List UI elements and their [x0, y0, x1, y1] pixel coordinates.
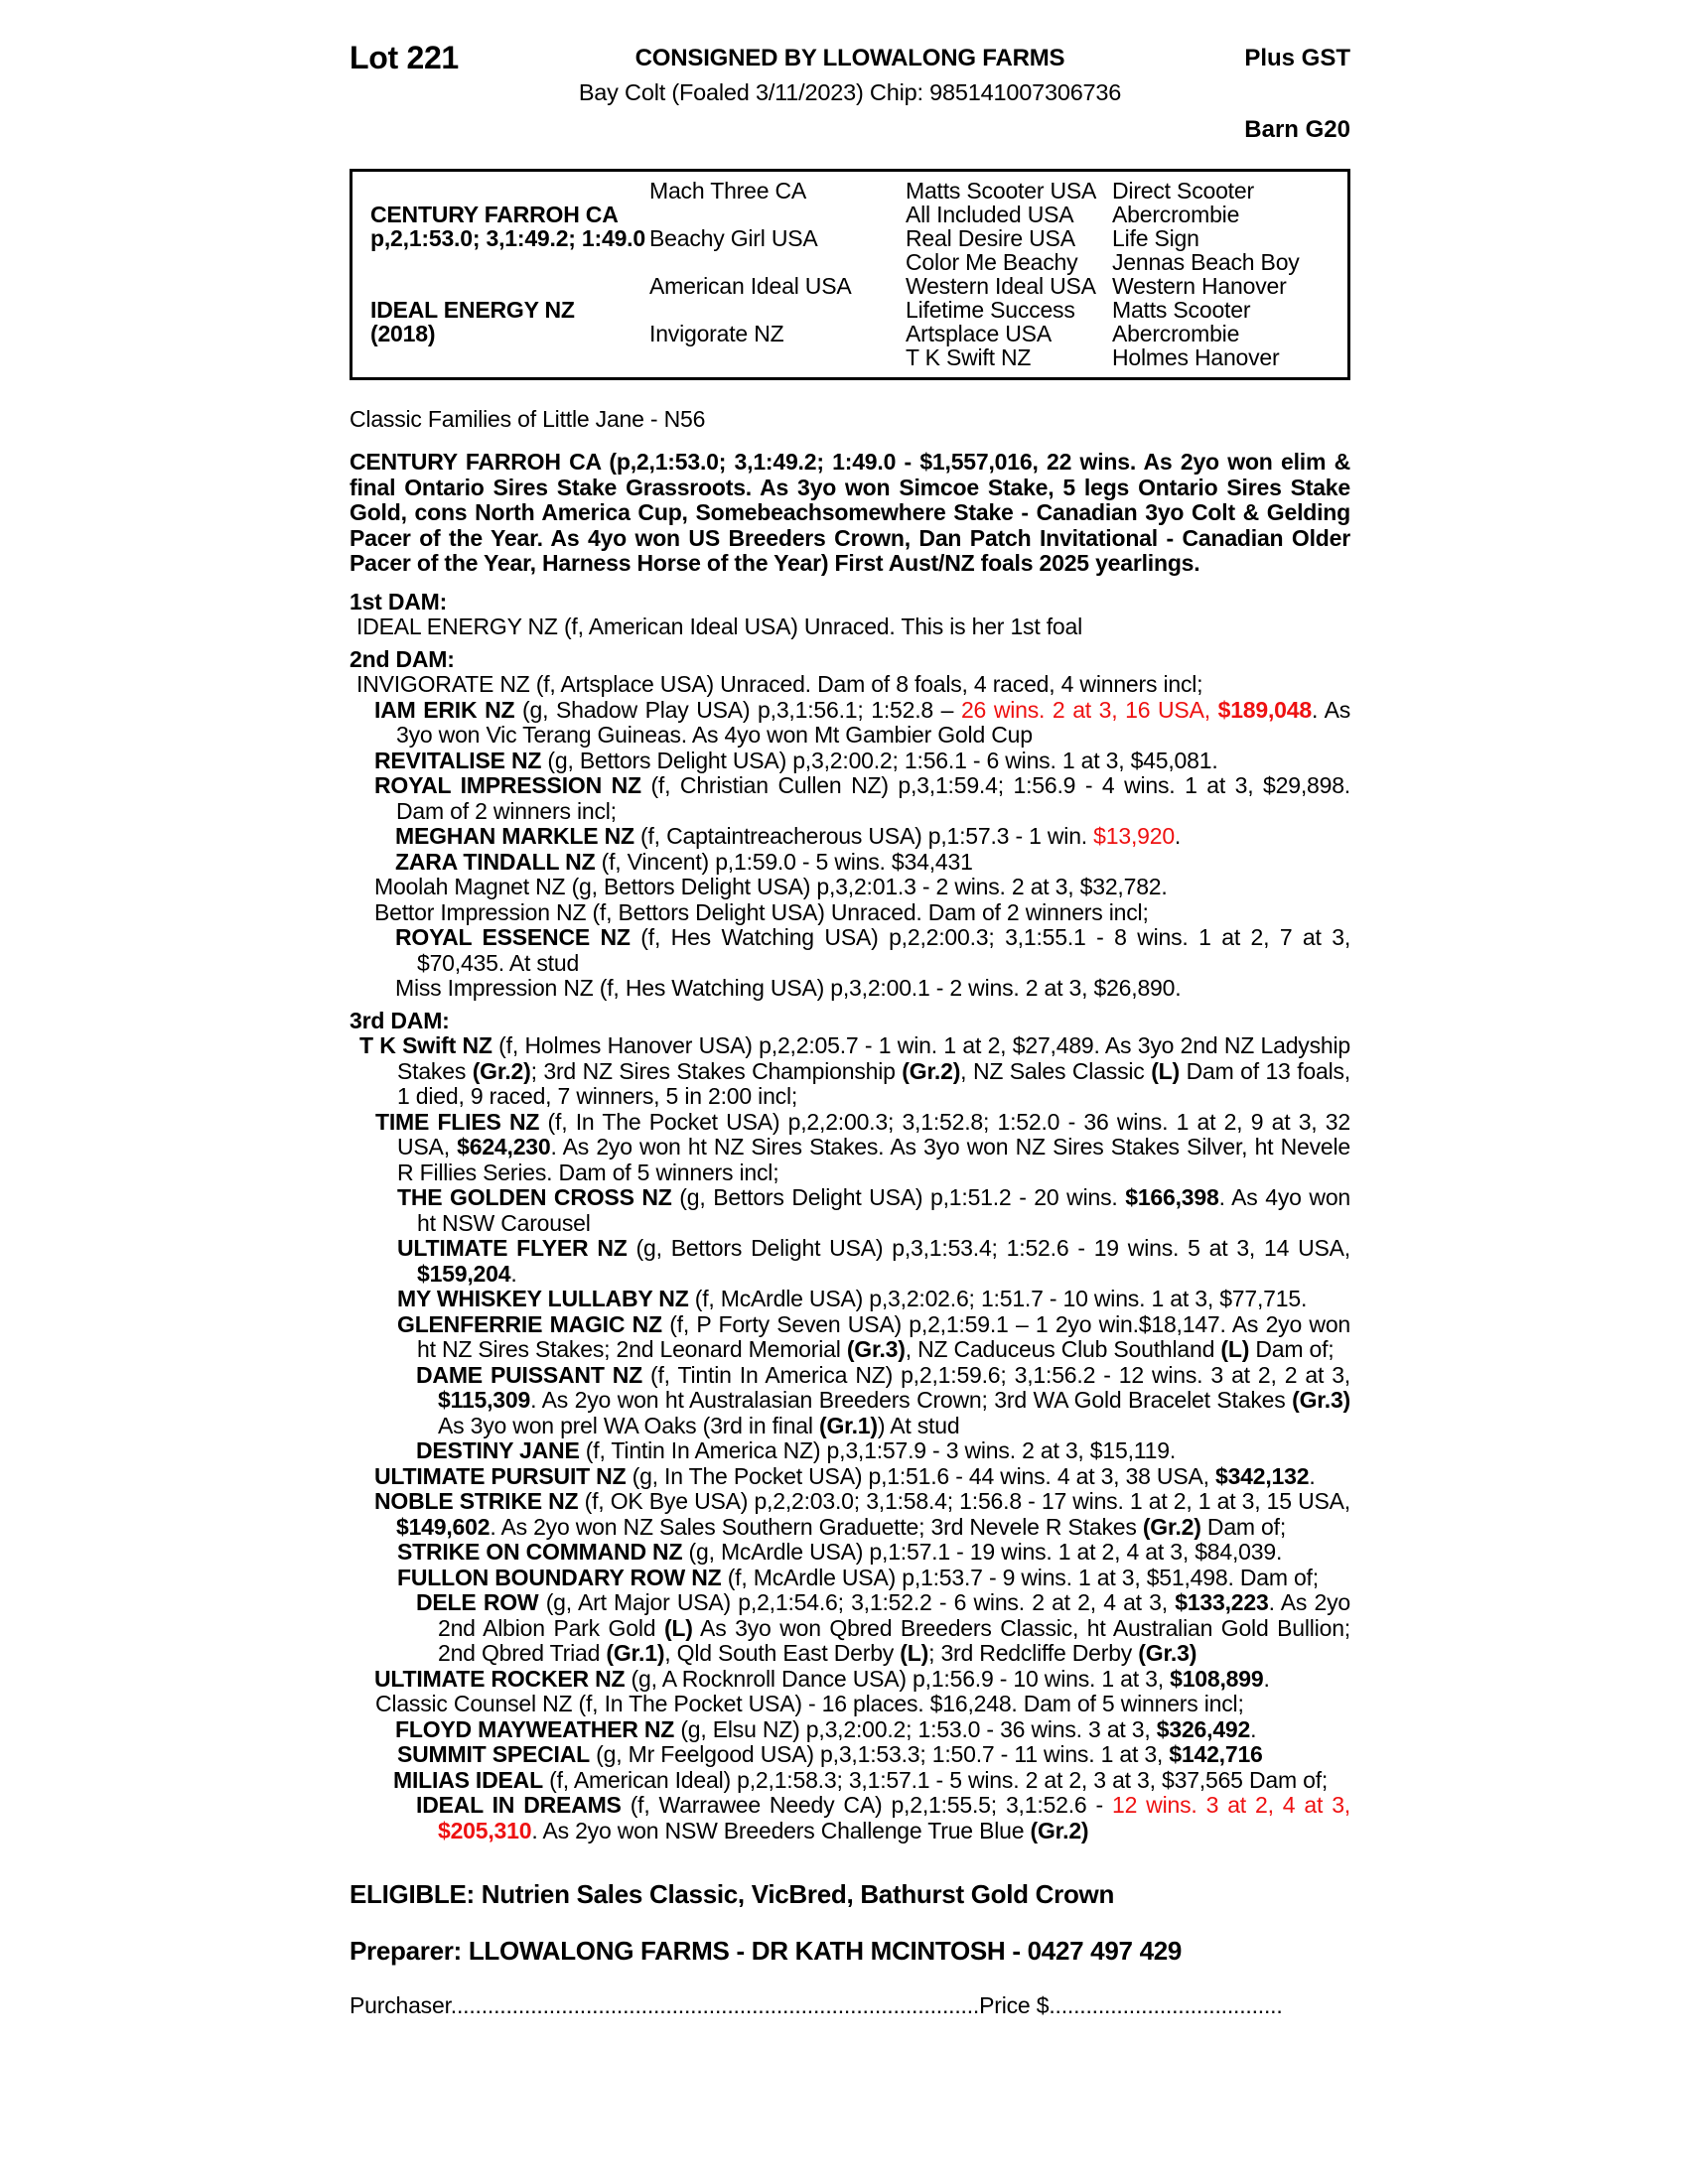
entry-segment: ULTIMATE PURSUIT NZ [374, 1462, 627, 1489]
entry-segment: (g, Mr Feelgood USA) p,3,1:53.3; 1:50.7 - 11 wins. 1 at 3, [589, 1741, 1170, 1767]
entry-segment: ULTIMATE ROCKER NZ [374, 1665, 626, 1692]
table-cell: CENTURY FARROH CA [370, 201, 619, 227]
entry-segment: $342,132 [1215, 1462, 1310, 1489]
entry-segment: (f, Tintin In America NZ) p,2,1:59.6; 3,1:56.2 - 12 wins. 3 at 2, 2 at 3, [641, 1361, 1350, 1388]
entry-segment: , Qld South East Derby [664, 1640, 901, 1666]
pedigree-entry [350, 824, 1350, 850]
entry-segment: IDEAL IN DREAMS [416, 1792, 622, 1818]
entry-segment: . As 4yo won ht NSW Carousel [417, 1184, 1351, 1236]
entry-segment: (L) [1151, 1057, 1180, 1084]
entry-segment: . [1174, 823, 1182, 849]
entry-segment: (Gr.3) [1292, 1387, 1350, 1413]
pedigree-entry [350, 773, 1350, 824]
entry-segment: (g, In The Pocket USA) p,1:51.6 - 44 wins. 4 at 3, 38 USA, [626, 1462, 1215, 1489]
eligible-line: ELIGIBLE: Nutrien Sales Classic, VicBred, Bathurst Gold Crown [350, 1879, 1115, 1909]
entry-segment: Moolah Magnet NZ (g, Bettors Delight USA) p,3,2:01.3 - 2 wins. 2 at 3, $32,782. [374, 874, 1168, 899]
entry-segment: ; 3rd NZ Sires Stakes Championship [530, 1057, 903, 1084]
entry-segment: . As 2yo won ht Australasian Breeders Crown; 3rd WA Gold Bracelet Stakes [530, 1387, 1293, 1413]
pedigree-entry [350, 1287, 1350, 1312]
entry-segment: (g, Shadow Play USA) p,3,1:56.1; 1:52.8 – [514, 696, 961, 723]
entry-segment: IDEAL ENERGY NZ (f, American Ideal USA) Unraced. This is her 1st foal [356, 614, 1082, 639]
entry-segment: T K Swift NZ [359, 1032, 492, 1058]
entry-segment: DESTINY JANE [416, 1437, 580, 1463]
entry-segment: SUMMIT SPECIAL [397, 1741, 590, 1767]
pedigree-table [350, 169, 1350, 380]
table-cell: Mach Three CA [649, 177, 807, 204]
entry-segment: IAM ERIK NZ [374, 696, 515, 723]
entry-segment: REVITALISE NZ [374, 747, 542, 773]
table-cell: Invigorate NZ [649, 321, 784, 347]
pedigree-entry [350, 1438, 1350, 1464]
entry-segment: (Gr.2) [1030, 1817, 1089, 1843]
entry-segment: . [1250, 1715, 1257, 1742]
entry-segment: (f, Captaintreacherous USA) p,1:57.3 - 1 win. [633, 823, 1094, 849]
entry-segment: (f, OK Bye USA) p,2,2:03.0; 3,1:58.4; 1:56.8 - 17 wins. 1 at 2, 1 at 3, 15 USA, [578, 1488, 1350, 1514]
entry-segment: (f, McArdle USA) p,3,2:02.6; 1:51.7 - 10 wins. 1 at 3, $77,715. [688, 1286, 1308, 1311]
entry-segment: Miss Impression NZ (f, Hes Watching USA) p,3,2:00.1 - 2 wins. 2 at 3, $26,890. [395, 975, 1182, 1001]
entry-segment: . As 3yo won Vic Terang Guineas. As 4yo won Mt Gambier Gold Cup [396, 696, 1351, 748]
entry-segment: 12 wins. 3 at 2, 4 at 3, [1111, 1792, 1350, 1818]
pedigree-entry [350, 1540, 1350, 1566]
entry-segment: . As 2yo won NSW Breeders Challenge True Blue [531, 1817, 1031, 1843]
table-cell: Abercrombie [1112, 201, 1240, 227]
pedigree-entry [350, 1667, 1350, 1693]
entry-segment: (f, Warrawee Needy CA) p,2,1:55.5; 3,1:52.6 - [621, 1792, 1112, 1818]
pedigree-entry [350, 1464, 1350, 1490]
table-cell: Western Hanover [1112, 273, 1287, 300]
entry-segment: DAME PUISSANT NZ [416, 1361, 642, 1388]
pedigree-entry [350, 900, 1350, 926]
entry-segment: . As 2yo won NZ Sales Southern Graduette; 3rd Nevele R Stakes [490, 1513, 1143, 1540]
entry-segment: Dam of 13 foals, 1 died, 9 raced, 7 winners, 5 in 2:00 incl; [397, 1057, 1350, 1109]
entry-segment: As 3yo won prel WA Oaks (3rd in final [438, 1412, 819, 1438]
pedigree-entry [350, 614, 1350, 640]
barn-label: Barn G20 [1244, 116, 1350, 143]
table-cell: American Ideal USA [649, 273, 852, 300]
table-cell: T K Swift NZ [906, 344, 1032, 371]
entry-segment: (L) [1220, 1336, 1250, 1362]
entry-segment: (f, P Forty Seven USA) p,2,1:59.1 – 1 2yo win.$18,147. As 2yo won ht NZ Sires Stakes; 2nd Leonard Memorial [417, 1310, 1351, 1362]
entry-segment: (Gr.1) [818, 1412, 878, 1438]
pedigree-entry [350, 1717, 1350, 1743]
pedigree-entry [350, 1566, 1350, 1591]
entry-segment: (Gr.2) [472, 1057, 531, 1084]
pedigree-entry [350, 1185, 1350, 1236]
entry-segment: 26 wins. 2 at 3, 16 USA, [960, 696, 1218, 723]
entry-segment: $159,204 [417, 1260, 511, 1287]
entry-segment: MILIAS IDEAL [393, 1766, 543, 1793]
table-cell: Western Ideal USA [906, 273, 1096, 300]
entry-segment: (f, Holmes Hanover USA) p,2,2:05.7 - 1 win. 1 at 2, $27,489. As 3yo 2nd NZ Ladyship Stakes [397, 1032, 1350, 1084]
entry-segment: Bettor Impression NZ (f, Bettors Delight USA) Unraced. Dam of 2 winners incl; [374, 898, 1149, 925]
table-cell: Artsplace USA [906, 321, 1052, 347]
pedigree-entry [350, 1489, 1350, 1540]
entry-segment: (Gr.2) [1142, 1513, 1201, 1540]
entry-segment: $166,398 [1125, 1184, 1219, 1210]
consigned-title: CONSIGNED BY LLOWALONG FARMS [634, 45, 1065, 71]
entry-segment: THE GOLDEN CROSS NZ [397, 1184, 672, 1210]
entry-segment: (Gr.1) [606, 1640, 665, 1666]
table-cell: Matts Scooter [1112, 297, 1251, 324]
entry-segment: $326,492 [1156, 1715, 1251, 1742]
table-cell: Matts Scooter USA [906, 177, 1097, 204]
entry-segment: STRIKE ON COMMAND NZ [397, 1539, 683, 1565]
table-cell: Color Me Beachy [906, 248, 1078, 275]
price-dots: ...................................... [1049, 1992, 1283, 2018]
pedigree-entry [350, 1363, 1350, 1439]
entry-segment: TIME FLIES NZ [375, 1108, 540, 1135]
entry-segment: (f, In The Pocket USA) p,2,2:00.3; 3,1:52.8; 1:52.0 - 36 wins. 1 at 2, 9 at 3, 32 USA, [397, 1108, 1350, 1160]
entry-segment: $133,223 [1175, 1589, 1269, 1615]
table-cell: Direct Scooter [1112, 177, 1254, 204]
pedigree-entry [350, 1692, 1350, 1717]
table-cell: Jennas Beach Boy [1112, 248, 1300, 275]
table-cell: All Included USA [906, 201, 1074, 227]
plus-gst-label: Plus GST [1244, 45, 1350, 71]
purchaser-label: Purchaser [350, 1992, 451, 2018]
table-cell: IDEAL ENERGY NZ [370, 297, 575, 324]
pedigree-entry [350, 875, 1350, 900]
family-line: Classic Families of Little Jane - N56 [350, 406, 706, 432]
entry-segment: ; 3rd Redcliffe Derby [928, 1640, 1139, 1666]
price-label: Price $ [979, 1992, 1050, 2018]
entry-segment: MY WHISKEY LULLABY NZ [397, 1286, 689, 1311]
table-cell: Beachy Girl USA [649, 224, 818, 251]
pedigree-entry [350, 1793, 1350, 1843]
entry-segment: $189,048 [1217, 696, 1312, 723]
pedigree-entry [350, 1768, 1350, 1794]
pedigree-entry [350, 1033, 1350, 1110]
entry-segment: 1st DAM: [350, 588, 448, 614]
page-header [350, 40, 1350, 144]
entry-segment: $108,899 [1170, 1665, 1264, 1692]
table-cell: Life Sign [1112, 224, 1199, 251]
entry-segment: As 3yo won Qbred Breeders Classic, ht Australian Gold Bullion; 2nd Qbred Triad [438, 1614, 1350, 1666]
entry-segment: . As 2yo won ht NZ Sires Stakes. As 3yo won NZ Sires Stakes Silver, ht Nevele R Fillies Series. Dam of 5 winners incl; [397, 1134, 1350, 1185]
entry-segment: INVIGORATE NZ (f, Artsplace USA) Unraced. Dam of 8 foals, 4 raced, 4 winners incl; [356, 671, 1203, 697]
entry-segment: ROYAL ESSENCE NZ [395, 924, 631, 950]
entry-segment: (g, Elsu NZ) p,3,2:00.2; 1:53.0 - 36 wins. 3 at 3, [674, 1715, 1157, 1742]
entry-segment: $115,309 [438, 1387, 531, 1413]
entry-segment: NOBLE STRIKE NZ [374, 1488, 579, 1514]
entry-segment: (f, Hes Watching USA) p,2,2:00.3; 3,1:55.1 - 8 wins. 1 at 2, 7 at 3, $70,435. At stud [417, 924, 1351, 976]
pedigree-entry [350, 1742, 1350, 1768]
entry-segment: ZARA TINDALL NZ [395, 848, 596, 875]
entry-segment: (g, Art Major USA) p,2,1:54.6; 3,1:52.2 - 6 wins. 2 at 2, 4 at 3, [538, 1589, 1176, 1615]
entry-segment: DELE ROW [416, 1589, 539, 1615]
entry-segment: $624,230 [457, 1134, 551, 1160]
pedigree-entry [350, 749, 1350, 774]
pedigree-entry [350, 925, 1350, 976]
table-cell: Abercrombie [1112, 321, 1240, 347]
entry-segment: (f, McArdle USA) p,1:53.7 - 9 wins. 1 at 3, $51,498. Dam of; [721, 1564, 1319, 1590]
entry-segment: 2nd DAM: [350, 645, 455, 672]
entry-segment: (g, Bettors Delight USA) p,3,2:00.2; 1:56.1 - 6 wins. 1 at 3, $45,081. [541, 747, 1218, 773]
entry-segment: . [1263, 1665, 1270, 1692]
preparer-line: Preparer: LLOWALONG FARMS - DR KATH MCINTOSH - 0427 497 429 [350, 1936, 1183, 1966]
entry-segment: (f, American Ideal) p,2,1:58.3; 3,1:57.1 - 5 wins. 2 at 2, 3 at 3, $37,565 Dam of; [542, 1766, 1329, 1793]
table-cell: Lifetime Success [906, 297, 1075, 324]
purchaser-dots: ...................................................................................... [450, 1992, 980, 2018]
pedigree-entry [350, 647, 1350, 673]
entry-segment: $205,310 [438, 1817, 532, 1843]
entry-segment: . [1309, 1462, 1316, 1489]
entry-segment: GLENFERRIE MAGIC NZ [397, 1310, 662, 1337]
pedigree-entry [350, 698, 1350, 749]
entry-segment: Classic Counsel NZ (f, In The Pocket USA) - 16 places. $16,248. Dam of 5 winners incl; [375, 1691, 1244, 1716]
entry-segment: ) At stud [877, 1412, 960, 1438]
entry-segment: (f, Christian Cullen NZ) p,3,1:59.4; 1:56.9 - 4 wins. 1 at 3, $29,898. Dam of 2 winners incl; [396, 772, 1350, 824]
entry-segment: ROYAL IMPRESSION NZ [374, 772, 641, 798]
entry-segment: (g, Bettors Delight USA) p,3,1:53.4; 1:52.6 - 19 wins. 5 at 3, 14 USA, [627, 1235, 1350, 1261]
pedigree-entry [350, 1590, 1350, 1667]
pedigree-entry [350, 1009, 1350, 1034]
entry-segment: 3rd DAM: [350, 1007, 450, 1033]
pedigree-entry [350, 672, 1350, 698]
table-cell: Holmes Hanover [1112, 344, 1280, 371]
entry-segment: MEGHAN MARKLE NZ [395, 823, 634, 849]
entry-segment: (g, Bettors Delight USA) p,1:51.2 - 20 wins. [671, 1184, 1126, 1210]
entry-segment: (g, McArdle USA) p,1:57.1 - 19 wins. 1 at 2, 4 at 3, $84,039. [682, 1539, 1283, 1565]
pedigree-entry [350, 976, 1350, 1002]
entry-segment: . [510, 1260, 517, 1287]
entry-segment: Dam of; [1249, 1336, 1335, 1362]
table-cell: p,2,1:53.0; 3,1:49.2; 1:49.0 [370, 224, 645, 251]
entry-segment: $149,602 [396, 1513, 491, 1540]
entry-segment: Dam of; [1200, 1513, 1287, 1540]
pedigree-entry [350, 850, 1350, 876]
entry-segment: $13,920 [1093, 823, 1175, 849]
entry-segment: . As 2yo 2nd Albion Park Gold [438, 1589, 1350, 1641]
foaled-line: Bay Colt (Foaled 3/11/2023) Chip: 985141007306736 [578, 79, 1122, 105]
pedigree-entry [350, 1110, 1350, 1186]
purchaser-line [350, 1992, 1350, 2019]
entry-segment: (f, Tintin In America NZ) p,3,1:57.9 - 3 wins. 2 at 3, $15,119. [579, 1437, 1177, 1463]
table-cell: Real Desire USA [906, 224, 1075, 251]
entry-segment: , NZ Caduceus Club Southland [905, 1336, 1221, 1362]
pedigree-entry [350, 590, 1350, 615]
entry-segment: (Gr.3) [1138, 1640, 1197, 1666]
entry-segment: FULLON BOUNDARY ROW NZ [397, 1564, 722, 1590]
entry-segment: (Gr.2) [902, 1057, 961, 1084]
entry-segment: (f, Vincent) p,1:59.0 - 5 wins. $34,431 [595, 848, 973, 875]
lot-number: Lot 221 [350, 40, 459, 75]
table-cell: (2018) [370, 321, 436, 347]
sire-paragraph: CENTURY FARROH CA (p,2,1:53.0; 3,1:49.2; 1:49.0 - $1,557,016, 22 wins. As 2yo won elim & final Ontario Sires Stake Grassroots. As 3yo won Simcoe Stake, 5 legs Ontario Sires Stake Gold, cons North America Cup, Somebeachsomewhere Stake - Canadian 3yo Colt & Gelding Pacer of the Year. As 4yo won US Breeders Crown, Dan Patch Invitational - Canadian Older Pacer of the Year, Harness Horse of the Year) First Aust/NZ foals 2025 yearlings. [350, 449, 1350, 576]
pedigree-entry [350, 1236, 1350, 1287]
pedigree-entry [350, 1312, 1350, 1363]
entry-segment: (L) [663, 1614, 693, 1641]
entry-segment: ULTIMATE FLYER NZ [397, 1235, 628, 1261]
entry-segment: (g, A Rocknroll Dance USA) p,1:56.9 - 10 wins. 1 at 3, [625, 1665, 1171, 1692]
entry-segment: $142,716 [1169, 1741, 1263, 1767]
entry-segment: (Gr.3) [846, 1336, 906, 1362]
entry-segment: , NZ Sales Classic [960, 1057, 1152, 1084]
entry-segment: (L) [900, 1640, 929, 1666]
pedigree-entries [350, 590, 1350, 1844]
entry-segment: FLOYD MAYWEATHER NZ [395, 1715, 675, 1742]
